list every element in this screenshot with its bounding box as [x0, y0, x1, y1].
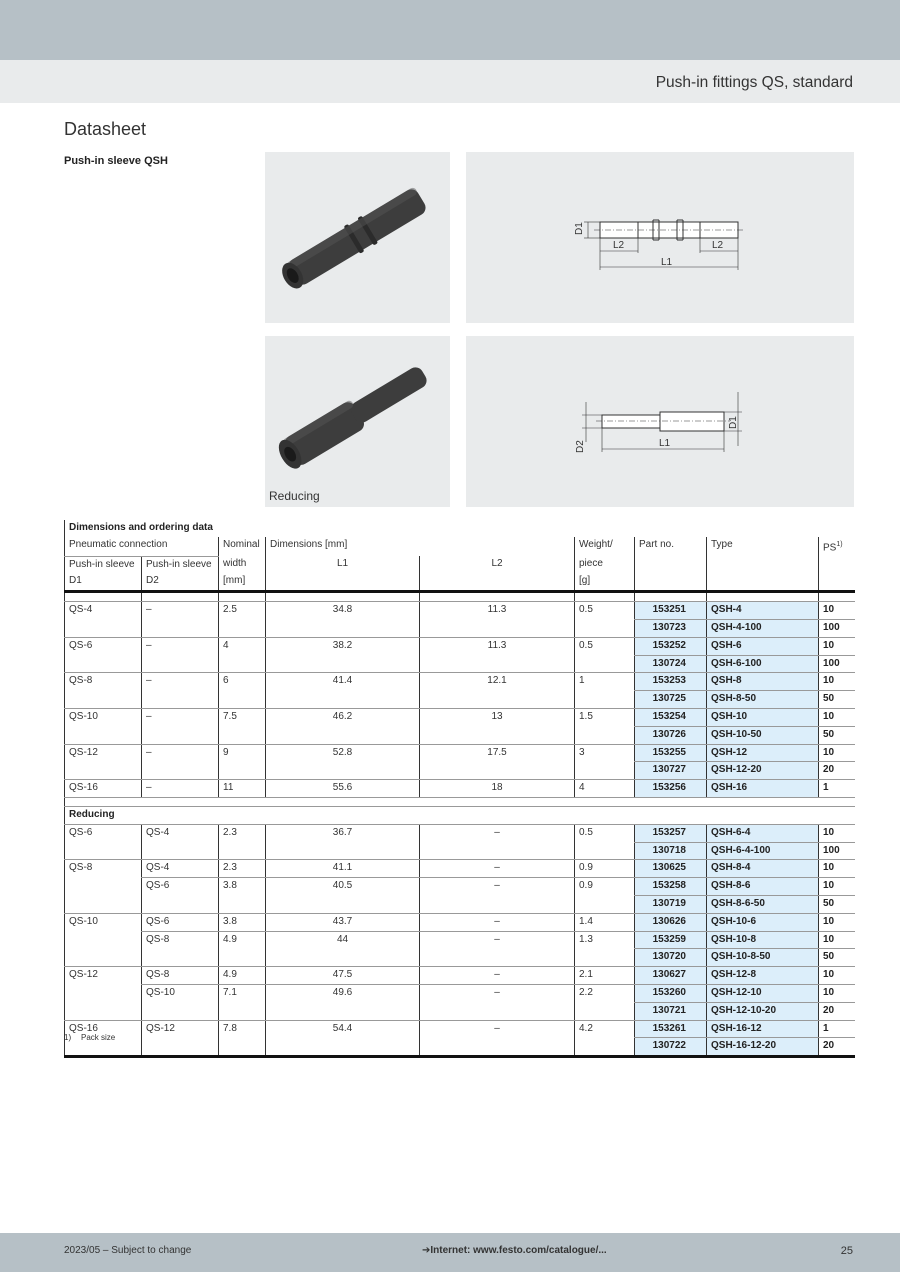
cell-l2 [420, 895, 575, 913]
label-l1: L1 [661, 257, 673, 268]
cell-type: QSH-16-12-20 [707, 1038, 819, 1057]
cell-type: QSH-10-8-50 [707, 949, 819, 967]
cell-part: 153256 [635, 780, 707, 798]
cell-type: QSH-10 [707, 709, 819, 727]
cell-ps: 10 [819, 931, 855, 949]
cell-d1: QS-16 [65, 1020, 142, 1038]
table-row [65, 726, 855, 744]
cell-l1 [266, 726, 420, 744]
cell-ps: 10 [819, 913, 855, 931]
cell-l2 [420, 620, 575, 638]
cell-type: QSH-8-6 [707, 878, 819, 896]
cell-d2 [142, 1002, 219, 1020]
cell-ps: 10 [819, 602, 855, 620]
cell-l2 [420, 726, 575, 744]
cell-l1: 34.8 [266, 602, 420, 620]
header-sleeve-d2-sub: D2 [142, 573, 219, 591]
cell-d2 [142, 949, 219, 967]
sleeve-reducing-illustration [265, 336, 450, 507]
cell-part: 130726 [635, 726, 707, 744]
cell-d2 [142, 655, 219, 673]
cell-weight [575, 1038, 635, 1057]
cell-l2: – [420, 860, 575, 878]
cell-l1 [266, 655, 420, 673]
dimensions-ordering-table [64, 520, 855, 1058]
cell-d2: QS-4 [142, 824, 219, 842]
table-row [65, 780, 855, 798]
cell-ps: 10 [819, 637, 855, 655]
header-weight-unit: [g] [575, 573, 635, 591]
cell-weight [575, 726, 635, 744]
cell-d2: – [142, 780, 219, 798]
cell-l2: 17.5 [420, 744, 575, 762]
cell-l2 [420, 762, 575, 780]
cell-ps: 20 [819, 762, 855, 780]
cell-l2 [420, 949, 575, 967]
table-row [65, 709, 855, 727]
cell-ps: 10 [819, 673, 855, 691]
cell-weight: 0.9 [575, 860, 635, 878]
cell-weight: 1.4 [575, 913, 635, 931]
cell-nw: 6 [219, 673, 266, 691]
cell-d1 [65, 620, 142, 638]
cell-weight: 3 [575, 744, 635, 762]
cell-d1: QS-8 [65, 673, 142, 691]
cell-nw: 2.3 [219, 824, 266, 842]
cell-ps: 20 [819, 1038, 855, 1057]
cell-l1: 38.2 [266, 637, 420, 655]
cell-l2: – [420, 878, 575, 896]
cell-nw: 7.1 [219, 984, 266, 1002]
cell-weight: 1.5 [575, 709, 635, 727]
cell-d1 [65, 691, 142, 709]
cell-l1: 40.5 [266, 878, 420, 896]
cell-d1: QS-10 [65, 709, 142, 727]
cell-l2: – [420, 913, 575, 931]
cell-part: 130721 [635, 1002, 707, 1020]
cell-d2: – [142, 744, 219, 762]
label-l2-left: L2 [613, 240, 625, 251]
cell-type: QSH-6-100 [707, 655, 819, 673]
cell-d2: – [142, 673, 219, 691]
cell-part: 153259 [635, 931, 707, 949]
cell-part: 153260 [635, 984, 707, 1002]
cell-nw: 7.8 [219, 1020, 266, 1038]
cell-l2: 11.3 [420, 602, 575, 620]
cell-ps: 1 [819, 780, 855, 798]
cell-type: QSH-16-12 [707, 1020, 819, 1038]
cell-nw: 7.5 [219, 709, 266, 727]
cell-l1: 47.5 [266, 967, 420, 985]
cell-part: 130720 [635, 949, 707, 967]
cell-ps: 100 [819, 620, 855, 638]
header-nominal-unit: [mm] [219, 573, 266, 591]
cell-l2: 11.3 [420, 637, 575, 655]
cell-l1 [266, 842, 420, 860]
cell-l2: – [420, 1020, 575, 1038]
header-sleeve-d2: Push-in sleeve [142, 556, 219, 573]
cell-d2: QS-10 [142, 984, 219, 1002]
cell-l2 [420, 1038, 575, 1057]
cell-d2 [142, 842, 219, 860]
cell-d1: QS-12 [65, 744, 142, 762]
cell-d1: QS-12 [65, 967, 142, 985]
cell-ps: 50 [819, 895, 855, 913]
cell-d2: QS-4 [142, 860, 219, 878]
cell-d2 [142, 726, 219, 744]
label-d1: D1 [728, 416, 739, 429]
cell-part: 130626 [635, 913, 707, 931]
header-pneumatic-connection: Pneumatic connection [65, 537, 219, 556]
cell-part: 153257 [635, 824, 707, 842]
cell-weight: 0.5 [575, 602, 635, 620]
label-d1: D1 [574, 222, 585, 235]
cell-part: 130722 [635, 1038, 707, 1057]
cell-weight: 1.3 [575, 931, 635, 949]
cell-ps: 50 [819, 949, 855, 967]
cell-d1 [65, 1002, 142, 1020]
cell-nw: 4.9 [219, 967, 266, 985]
cell-nw [219, 949, 266, 967]
cell-l1: 49.6 [266, 984, 420, 1002]
cell-d1: QS-8 [65, 860, 142, 878]
cell-part: 130724 [635, 655, 707, 673]
cell-d2: QS-12 [142, 1020, 219, 1038]
section-reducing: Reducing [65, 806, 855, 824]
cell-nw [219, 842, 266, 860]
cell-type: QSH-10-50 [707, 726, 819, 744]
cell-ps: 10 [819, 709, 855, 727]
cell-l2: – [420, 824, 575, 842]
header-type: Type [707, 537, 819, 556]
table-title: Dimensions and ordering data [65, 520, 855, 537]
cell-l2: 18 [420, 780, 575, 798]
table-row [65, 691, 855, 709]
cell-d1: QS-4 [65, 602, 142, 620]
cell-l1 [266, 1002, 420, 1020]
cell-type: QSH-12-20 [707, 762, 819, 780]
header-weight: Weight/ [575, 537, 635, 556]
cell-d1: QS-6 [65, 824, 142, 842]
cell-part: 153255 [635, 744, 707, 762]
cell-weight: 0.5 [575, 824, 635, 842]
cell-ps: 50 [819, 726, 855, 744]
cell-d1 [65, 878, 142, 896]
cell-l1 [266, 1038, 420, 1057]
cell-d2 [142, 1038, 219, 1057]
header-title: Push-in fittings QS, standard [655, 74, 853, 91]
cell-d2: QS-6 [142, 878, 219, 896]
cell-part: 130719 [635, 895, 707, 913]
cell-weight: 0.9 [575, 878, 635, 896]
cell-weight [575, 949, 635, 967]
cell-type: QSH-6-4 [707, 824, 819, 842]
cell-part: 130718 [635, 842, 707, 860]
drawing-reducing [466, 336, 854, 507]
table-row [65, 602, 855, 620]
product-subtitle: Push-in sleeve QSH [64, 155, 168, 167]
table-row [65, 860, 855, 878]
table-row [65, 842, 855, 860]
cell-d2 [142, 691, 219, 709]
cell-l1: 41.1 [266, 860, 420, 878]
table-row [65, 762, 855, 780]
cell-nw: 2.5 [219, 602, 266, 620]
cell-l2: – [420, 984, 575, 1002]
table-row [65, 637, 855, 655]
cell-part: 130627 [635, 967, 707, 985]
cell-l1 [266, 691, 420, 709]
cell-d2: – [142, 709, 219, 727]
label-l2-right: L2 [712, 240, 724, 251]
cell-ps: 100 [819, 655, 855, 673]
cell-d1 [65, 895, 142, 913]
cell-l1 [266, 762, 420, 780]
sleeve-reducing-dimension-drawing [466, 336, 854, 507]
cell-ps: 100 [819, 842, 855, 860]
header-l2: L2 [420, 556, 575, 573]
cell-l1: 55.6 [266, 780, 420, 798]
drawing-standard [466, 152, 854, 323]
table-row [65, 744, 855, 762]
footer-internet-link[interactable]: ➔Internet: www.festo.com/catalogue/... [422, 1245, 607, 1256]
cell-ps: 10 [819, 984, 855, 1002]
cell-nw [219, 620, 266, 638]
cell-l1: 36.7 [266, 824, 420, 842]
cell-d2 [142, 762, 219, 780]
cell-d1 [65, 949, 142, 967]
cell-part: 130625 [635, 860, 707, 878]
header-nominal: Nominal [219, 537, 266, 556]
cell-ps: 1 [819, 1020, 855, 1038]
cell-d2: QS-6 [142, 913, 219, 931]
cell-nw [219, 655, 266, 673]
cell-type: QSH-6-4-100 [707, 842, 819, 860]
top-bar [0, 0, 900, 60]
cell-part: 153251 [635, 602, 707, 620]
cell-weight [575, 1002, 635, 1020]
page-number: 25 [840, 1245, 853, 1257]
cell-ps: 10 [819, 967, 855, 985]
cell-type: QSH-12-10-20 [707, 1002, 819, 1020]
cell-weight: 2.1 [575, 967, 635, 985]
cell-l1 [266, 620, 420, 638]
cell-part: 153253 [635, 673, 707, 691]
cell-weight [575, 762, 635, 780]
cell-nw: 3.8 [219, 878, 266, 896]
cell-part: 153252 [635, 637, 707, 655]
cell-nw: 4 [219, 637, 266, 655]
footnote: 1) Pack size [64, 1033, 116, 1042]
cell-l1 [266, 949, 420, 967]
cell-nw: 9 [219, 744, 266, 762]
cell-nw [219, 726, 266, 744]
cell-l2 [420, 1002, 575, 1020]
cell-d1 [65, 984, 142, 1002]
table-row [65, 1002, 855, 1020]
cell-nw [219, 762, 266, 780]
cell-d1: QS-16 [65, 780, 142, 798]
label-l1: L1 [659, 438, 671, 449]
cell-type: QSH-4 [707, 602, 819, 620]
cell-type: QSH-16 [707, 780, 819, 798]
cell-type: QSH-12-10 [707, 984, 819, 1002]
cell-d2: – [142, 602, 219, 620]
product-image-standard [265, 152, 450, 323]
cell-part: 130727 [635, 762, 707, 780]
cell-nw [219, 1002, 266, 1020]
cell-l1: 54.4 [266, 1020, 420, 1038]
cell-l2: 12.1 [420, 673, 575, 691]
cell-type: QSH-10-6 [707, 913, 819, 931]
cell-l1 [266, 895, 420, 913]
table-row [65, 824, 855, 842]
reducing-caption: Reducing [269, 489, 320, 503]
header-sleeve-d1: Push-in sleeve [65, 556, 142, 573]
cell-type: QSH-4-100 [707, 620, 819, 638]
cell-d1 [65, 762, 142, 780]
cell-d1 [65, 655, 142, 673]
cell-l1: 43.7 [266, 913, 420, 931]
cell-nw [219, 1038, 266, 1057]
cell-weight [575, 655, 635, 673]
cell-l2: – [420, 967, 575, 985]
cell-nw: 11 [219, 780, 266, 798]
cell-type: QSH-6 [707, 637, 819, 655]
cell-type: QSH-10-8 [707, 931, 819, 949]
cell-type: QSH-8 [707, 673, 819, 691]
cell-d2 [142, 895, 219, 913]
header-sleeve-d1-sub: D1 [65, 573, 142, 591]
cell-nw: 2.3 [219, 860, 266, 878]
cell-type: QSH-12-8 [707, 967, 819, 985]
cell-d1: QS-10 [65, 913, 142, 931]
cell-d1: QS-6 [65, 637, 142, 655]
header-l1: L1 [266, 556, 420, 573]
cell-weight [575, 842, 635, 860]
table-row [65, 673, 855, 691]
cell-weight: 0.5 [575, 637, 635, 655]
cell-ps: 10 [819, 878, 855, 896]
cell-weight: 1 [575, 673, 635, 691]
table-row [65, 620, 855, 638]
cell-l2 [420, 842, 575, 860]
cell-l1: 52.8 [266, 744, 420, 762]
page-title: Datasheet [64, 119, 147, 139]
label-d2: D2 [575, 440, 586, 453]
cell-weight [575, 620, 635, 638]
cell-weight: 4.2 [575, 1020, 635, 1038]
cell-d1 [65, 726, 142, 744]
cell-nw [219, 895, 266, 913]
cell-nw [219, 691, 266, 709]
cell-type: QSH-8-4 [707, 860, 819, 878]
header-dimensions: Dimensions [mm] [266, 537, 575, 556]
table-row [65, 931, 855, 949]
cell-ps: 10 [819, 860, 855, 878]
table-row [65, 967, 855, 985]
header-nominal-2: width [219, 556, 266, 573]
table-row [65, 913, 855, 931]
product-image-reducing [265, 336, 450, 507]
cell-l2: 13 [420, 709, 575, 727]
cell-d2: – [142, 637, 219, 655]
footer-date: 2023/05 – Subject to change [64, 1245, 192, 1256]
table-row [65, 895, 855, 913]
cell-part: 130725 [635, 691, 707, 709]
cell-ps: 10 [819, 824, 855, 842]
cell-part: 153258 [635, 878, 707, 896]
cell-l1: 46.2 [266, 709, 420, 727]
cell-ps: 20 [819, 1002, 855, 1020]
cell-weight [575, 691, 635, 709]
cell-nw: 3.8 [219, 913, 266, 931]
cell-l1: 41.4 [266, 673, 420, 691]
cell-d2: QS-8 [142, 967, 219, 985]
cell-type: QSH-8-50 [707, 691, 819, 709]
cell-d1 [65, 842, 142, 860]
cell-type: QSH-8-6-50 [707, 895, 819, 913]
cell-weight [575, 895, 635, 913]
cell-weight: 4 [575, 780, 635, 798]
cell-ps: 50 [819, 691, 855, 709]
cell-l1: 44 [266, 931, 420, 949]
cell-l2 [420, 691, 575, 709]
cell-part: 130723 [635, 620, 707, 638]
header-ps: PS$^{1)}$ [819, 537, 855, 556]
sleeve-standard-dimension-drawing [466, 152, 854, 323]
cell-d2 [142, 620, 219, 638]
cell-part: 153261 [635, 1020, 707, 1038]
cell-nw: 4.9 [219, 931, 266, 949]
cell-l2 [420, 655, 575, 673]
cell-part: 153254 [635, 709, 707, 727]
sleeve-standard-illustration [265, 152, 450, 323]
table-row [65, 1038, 855, 1057]
cell-type: QSH-12 [707, 744, 819, 762]
cell-d2: QS-8 [142, 931, 219, 949]
table-row [65, 949, 855, 967]
header-part-no: Part no. [635, 537, 707, 556]
cell-l2: – [420, 931, 575, 949]
header-weight-2: piece [575, 556, 635, 573]
cell-d1 [65, 931, 142, 949]
table-row [65, 655, 855, 673]
table-row [65, 1020, 855, 1038]
cell-weight: 2.2 [575, 984, 635, 1002]
cell-ps: 10 [819, 744, 855, 762]
table-row [65, 984, 855, 1002]
table-row [65, 878, 855, 896]
